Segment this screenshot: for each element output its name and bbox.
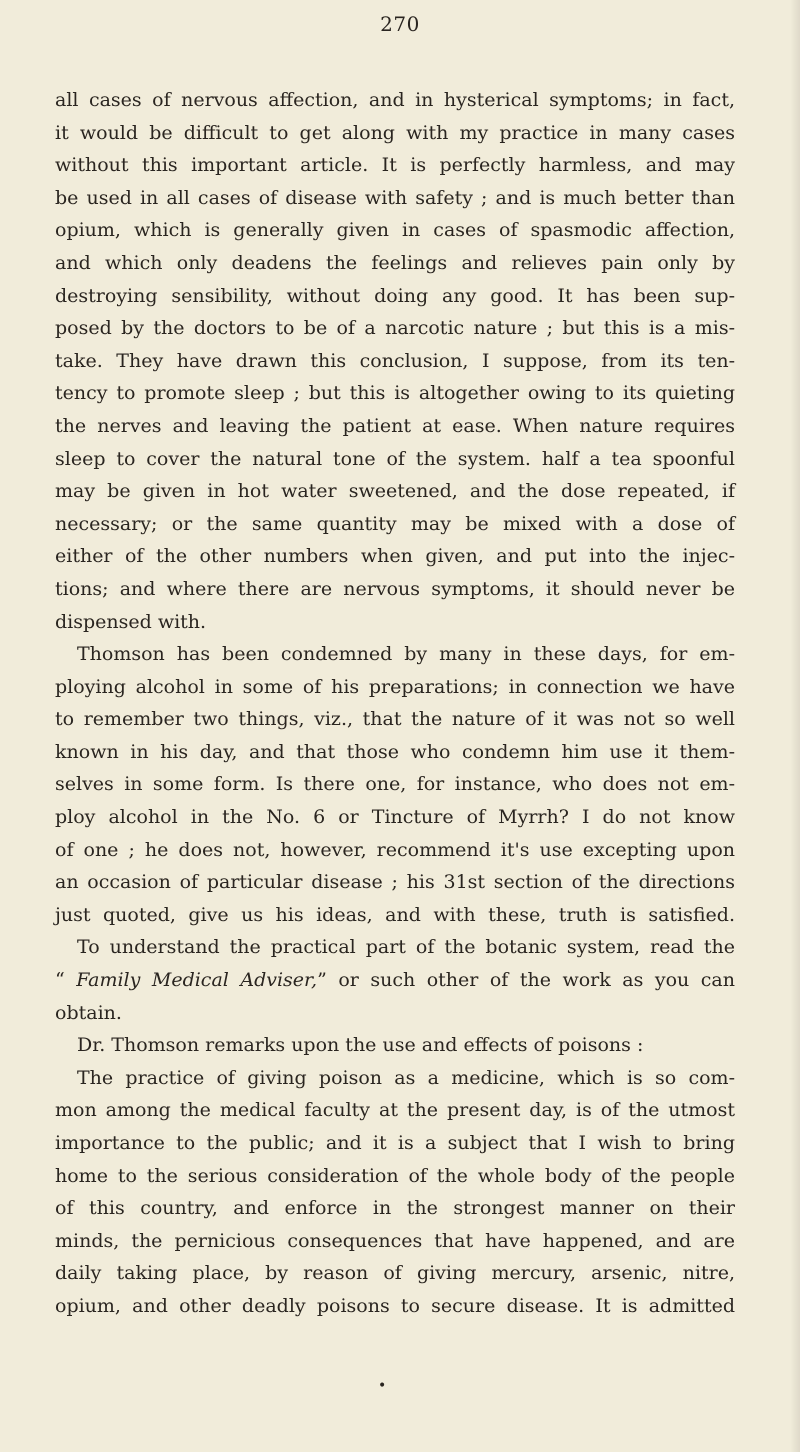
text-line: to remember two things, viz., that the nature of it was not so well [55, 708, 735, 731]
page-number: 270 [380, 12, 420, 36]
text-line: an occasion of particular disease ; his 31st section of the directions [55, 871, 735, 894]
text-line: mon among the medical faculty at the present day, is of the utmost [55, 1099, 735, 1122]
text-line: opium, which is generally given in cases of spasmodic affection, [55, 219, 735, 242]
text-line: The practice of giving poison as a medicine, which is so com- [77, 1066, 735, 1089]
text-line: it would be difficult to get along with my practice in many cases [55, 121, 735, 144]
text-line: ploy alcohol in the No. 6 or Tincture of Myrrh? I do not know [55, 806, 735, 829]
text-line: of one ; he does not, however, recommend it's use excepting upon [55, 838, 735, 861]
text-line: obtain. [55, 1001, 122, 1024]
text-line: Thomson has been condemned by many in these days, for em- [77, 643, 735, 666]
text-line: just quoted, give us his ideas, and with these, truth is satisfied. [55, 903, 735, 926]
text-line: Dr. Thomson remarks upon the use and effects of poisons : [77, 1034, 644, 1057]
text-line: tions; and where there are nervous symptoms, it should never be [55, 577, 735, 600]
text-line: posed by the doctors to be of a narcotic nature ; but this is a mis- [55, 317, 735, 340]
text-line: dispensed with. [55, 610, 207, 633]
text-line: destroying sensibility, without doing any good. It has been sup- [55, 284, 735, 307]
text-fragment: ” or such other of the work as you can [317, 969, 735, 992]
text-line: and which only deadens the feelings and relieves pain only by [55, 251, 735, 274]
text-line: take. They have drawn this conclusion, I suppose, from its ten- [55, 349, 735, 372]
text-line: either of the other numbers when given, and put into the injec- [55, 545, 735, 568]
text-line: daily taking place, by reason of giving mercury, arsenic, nitre, [55, 1262, 735, 1285]
text-line: ploying alcohol in some of his preparations; in connection we have [55, 675, 735, 698]
text-line: importance to the public; and it is a subject that I wish to bring [55, 1132, 735, 1154]
open-quote: “ [55, 969, 77, 992]
text-line: of this country, and enforce in the strongest manner on their [55, 1197, 735, 1220]
footer-mark: • [378, 1378, 387, 1394]
page-edge-shadow [790, 0, 800, 1452]
text-line: be used in all cases of disease with safety ; and is much better than [55, 186, 735, 209]
text-line: opium, and other deadly poisons to secure disease. It is admitted [55, 1294, 735, 1317]
text-line: minds, the pernicious consequences that have happened, and are [55, 1229, 735, 1252]
text-line: selves in some form. Is there one, for instance, who does not em- [55, 773, 735, 796]
text-line: necessary; or the same quantity may be mixed with a dose of [55, 512, 735, 535]
text-line-with-title [55, 964, 735, 997]
text-line: known in his day, and that those who condemn him use it them- [55, 740, 735, 763]
text-line: all cases of nervous affection, and in hysterical symptoms; in fact, [55, 89, 735, 111]
text-line: sleep to cover the natural tone of the system. half a tea spoonful [55, 447, 735, 470]
book-title: Family Medical Adviser, [76, 969, 318, 992]
text-line: home to the serious consideration of the whole body of the people [55, 1164, 735, 1187]
text-line: tency to promote sleep ; but this is altogether owing to its quieting [55, 382, 735, 405]
body-text [55, 84, 735, 1323]
text-line: without this important article. It is perfectly harmless, and may [55, 154, 735, 177]
text-line: the nerves and leaving the patient at ease. When nature requires [55, 414, 735, 437]
text-line: may be given in hot water sweetened, and the dose repeated, if [55, 480, 735, 503]
text-line: To understand the practical part of the botanic system, read the [77, 936, 735, 959]
